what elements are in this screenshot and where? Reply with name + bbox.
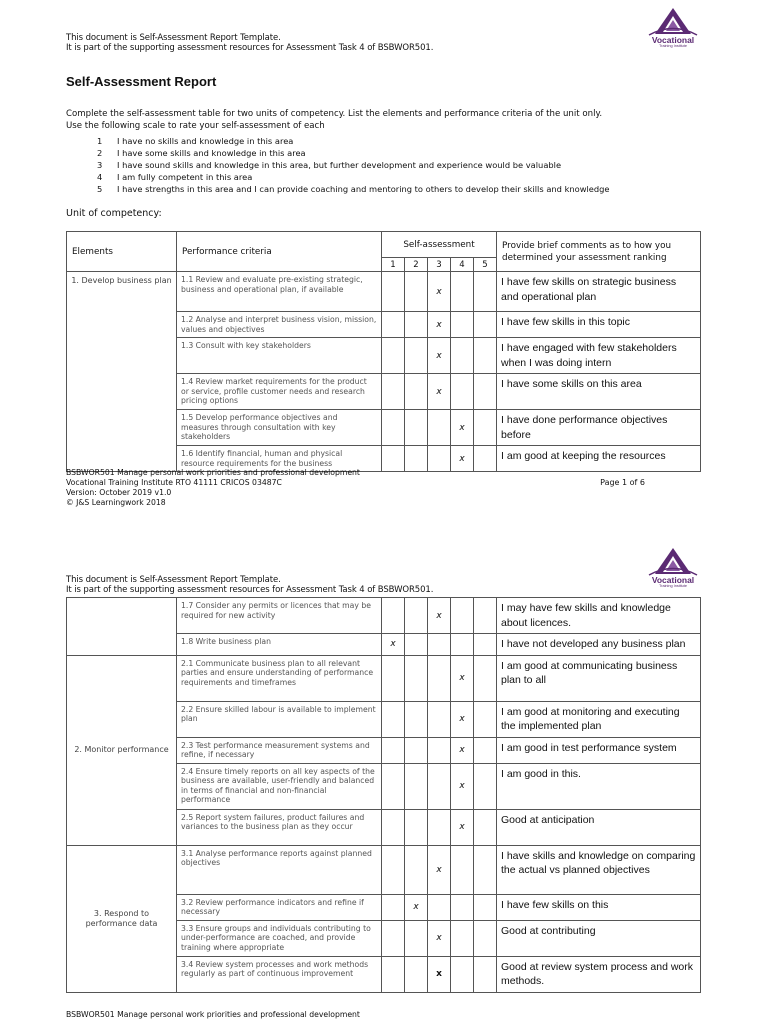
footer-line-3: Version: October 2019 v1.0 bbox=[66, 488, 172, 497]
criteria-cell: 2.1 Communicate business plan to all relevant parties and ensure understanding of performance requirements and timeframes bbox=[177, 655, 382, 701]
criteria-cell: 1.8 Write business plan bbox=[177, 634, 382, 656]
logo-subtitle: Training Institute bbox=[659, 584, 687, 588]
rating-mark: x bbox=[428, 312, 451, 338]
rating-cell-1 bbox=[382, 312, 405, 338]
comment-cell: I have not developed any business plan bbox=[497, 634, 701, 656]
rating-cell-5 bbox=[474, 655, 497, 701]
vocational-logo bbox=[643, 6, 703, 52]
level-3: 3 bbox=[428, 258, 451, 272]
rating-cell-2 bbox=[405, 655, 428, 701]
header-line-2: It is part of the supporting assessment resources for Assessment Task 4 of BSBWOR501. bbox=[66, 43, 434, 53]
rating-cell-1 bbox=[382, 956, 405, 992]
rating-mark: x bbox=[451, 701, 474, 737]
header-line-2: It is part of the supporting assessment resources for Assessment Task 4 of BSBWOR501. bbox=[66, 585, 434, 595]
rating-scale bbox=[97, 135, 610, 195]
rating-cell-1 bbox=[382, 338, 405, 374]
rating-cell-3 bbox=[428, 701, 451, 737]
rating-mark: x bbox=[428, 845, 451, 894]
self-assessment-table-page-1 bbox=[66, 231, 701, 472]
criteria-cell: 1.7 Consider any permits or licences that may be required for new activity bbox=[177, 598, 382, 634]
rating-mark: x bbox=[451, 410, 474, 446]
rating-cell-4 bbox=[451, 634, 474, 656]
criteria-cell: 1.2 Analyse and interpret business vision, mission, values and objectives bbox=[177, 312, 382, 338]
rating-mark: x bbox=[428, 338, 451, 374]
criteria-cell: 1.1 Review and evaluate pre-existing strategic, business and operational plan, if available bbox=[177, 272, 382, 312]
rating-cell-1 bbox=[382, 655, 405, 701]
rating-cell-2 bbox=[405, 272, 428, 312]
rating-cell-2 bbox=[405, 956, 428, 992]
comment-cell: I have some skills on this area bbox=[497, 374, 701, 410]
rating-cell-2 bbox=[405, 634, 428, 656]
scale-item: 5 I have strengths in this area and I can provide coaching and mentoring to others to develop their skills and knowledge bbox=[97, 184, 610, 194]
rating-cell-5 bbox=[474, 920, 497, 956]
rating-cell-2 bbox=[405, 737, 428, 763]
table-body bbox=[67, 598, 701, 993]
rating-cell-4 bbox=[451, 312, 474, 338]
criteria-cell: 1.3 Consult with key stakeholders bbox=[177, 338, 382, 374]
comment-cell: I am good at monitoring and executing the implemented plan bbox=[497, 701, 701, 737]
rating-cell-4 bbox=[451, 920, 474, 956]
rating-cell-4 bbox=[451, 845, 474, 894]
intro-line-1: Complete the self-assessment table for two units of competency. List the elements and performance criteria of the unit only. bbox=[66, 109, 603, 119]
rating-cell-4 bbox=[451, 374, 474, 410]
rating-mark: x bbox=[428, 598, 451, 634]
comment-cell: I have few skills on strategic business and operational plan bbox=[497, 272, 701, 312]
rating-cell-5 bbox=[474, 634, 497, 656]
criteria-cell: 2.5 Report system failures, product failures and variances to the business plan as they occur bbox=[177, 809, 382, 845]
doc-header bbox=[66, 33, 433, 53]
rating-cell-2 bbox=[405, 763, 428, 809]
scale-item: 3 I have sound skills and knowledge in this area, but further development and experience would be valuable bbox=[97, 160, 562, 170]
intro-line-2: Use the following scale to rate your self-assessment of each bbox=[66, 121, 325, 132]
rating-cell-3 bbox=[428, 634, 451, 656]
rating-cell-4 bbox=[451, 272, 474, 312]
level-2: 2 bbox=[405, 258, 428, 272]
comment-cell: Good at anticipation bbox=[497, 809, 701, 845]
rating-mark: x bbox=[428, 374, 451, 410]
table-body bbox=[67, 272, 701, 472]
header-elements: Elements bbox=[67, 232, 177, 272]
footer bbox=[66, 468, 360, 508]
rating-cell-5 bbox=[474, 737, 497, 763]
comment-cell: I have done performance objectives before bbox=[497, 410, 701, 446]
rating-cell-2 bbox=[405, 845, 428, 894]
rating-cell-4 bbox=[451, 894, 474, 920]
criteria-cell: 3.2 Review performance indicators and refine if necessary bbox=[177, 894, 382, 920]
rating-cell-5 bbox=[474, 701, 497, 737]
comment-cell: I may have few skills and knowledge about licences. bbox=[497, 598, 701, 634]
rating-cell-3 bbox=[428, 894, 451, 920]
rating-cell-5 bbox=[474, 410, 497, 446]
comment-cell: I am good in test performance system bbox=[497, 737, 701, 763]
rating-cell-1 bbox=[382, 920, 405, 956]
rating-mark: x bbox=[451, 809, 474, 845]
rating-cell-1 bbox=[382, 410, 405, 446]
footer-line-1: BSBWOR501 Manage personal work priorities and professional development bbox=[66, 1010, 360, 1019]
intro-text bbox=[66, 108, 602, 133]
table-row bbox=[67, 598, 701, 634]
rating-cell-5 bbox=[474, 763, 497, 809]
page-2 bbox=[0, 540, 768, 1024]
rating-cell-5 bbox=[474, 845, 497, 894]
rating-cell-5 bbox=[474, 272, 497, 312]
scale-item: 2 I have some skills and knowledge in this area bbox=[97, 148, 306, 158]
rating-cell-3 bbox=[428, 655, 451, 701]
scale-item: 4 I am fully competent in this area bbox=[97, 172, 253, 182]
logo-subtitle: Training Institute bbox=[659, 44, 687, 48]
rating-cell-2 bbox=[405, 312, 428, 338]
criteria-cell: 3.1 Analyse performance reports against planned objectives bbox=[177, 845, 382, 894]
rating-mark: x bbox=[405, 894, 428, 920]
header-line-1: This document is Self-Assessment Report Template. bbox=[66, 575, 281, 585]
rating-cell-2 bbox=[405, 338, 428, 374]
rating-cell-1 bbox=[382, 809, 405, 845]
rating-cell-5 bbox=[474, 374, 497, 410]
table-row bbox=[67, 845, 701, 894]
logo-triangle-icon bbox=[643, 6, 703, 36]
page-title: Self-Assessment Report bbox=[66, 74, 217, 89]
criteria-cell: 2.4 Ensure timely reports on all key aspects of the business are available, user-friendly and balanced in terms of financial and non-financial performance bbox=[177, 763, 382, 809]
rating-mark: x bbox=[451, 655, 474, 701]
table-row bbox=[67, 655, 701, 701]
rating-mark: x bbox=[451, 737, 474, 763]
footer-line-2: Vocational Training Institute RTO 41111 CRICOS 03487C bbox=[66, 478, 282, 487]
page-number: Page 1 of 6 bbox=[600, 478, 645, 487]
rating-cell-1 bbox=[382, 374, 405, 410]
rating-cell-5 bbox=[474, 956, 497, 992]
rating-cell-5 bbox=[474, 809, 497, 845]
footer bbox=[66, 1010, 360, 1020]
rating-mark: x bbox=[451, 446, 474, 472]
rating-cell-3 bbox=[428, 410, 451, 446]
rating-mark: x bbox=[382, 634, 405, 656]
rating-mark: x bbox=[428, 272, 451, 312]
vocational-logo bbox=[643, 546, 703, 592]
criteria-cell: 1.5 Develop performance objectives and measures through consultation with key stakeholders bbox=[177, 410, 382, 446]
rating-cell-4 bbox=[451, 598, 474, 634]
element-cell: 1. Develop business plan bbox=[67, 272, 177, 472]
unit-of-competency-label: Unit of competency: bbox=[66, 208, 162, 219]
rating-cell-3 bbox=[428, 809, 451, 845]
rating-cell-5 bbox=[474, 894, 497, 920]
rating-cell-5 bbox=[474, 598, 497, 634]
criteria-cell: 3.3 Ensure groups and individuals contributing to under-performance are coached, and provide training where appropriate bbox=[177, 920, 382, 956]
rating-cell-1 bbox=[382, 272, 405, 312]
scale-item: 1 I have no skills and knowledge in this area bbox=[97, 136, 294, 146]
comment-cell: I am good at keeping the resources bbox=[497, 446, 701, 472]
rating-cell-1 bbox=[382, 701, 405, 737]
header-self-assessment: Self-assessment bbox=[382, 232, 497, 258]
rating-cell-2 bbox=[405, 598, 428, 634]
rating-cell-2 bbox=[405, 701, 428, 737]
criteria-cell: 1.4 Review market requirements for the product or service, profile customer needs and research pricing options bbox=[177, 374, 382, 410]
element-cell: 2. Monitor performance bbox=[67, 655, 177, 845]
criteria-cell: 1.6 Identify financial, human and physical resource requirements for the business bbox=[177, 446, 382, 472]
comment-cell: I am good in this. bbox=[497, 763, 701, 809]
rating-cell-2 bbox=[405, 374, 428, 410]
footer-line-4: © J&S Learningwork 2018 bbox=[66, 498, 166, 507]
rating-mark: x bbox=[428, 920, 451, 956]
rating-cell-1 bbox=[382, 763, 405, 809]
rating-cell-3 bbox=[428, 737, 451, 763]
header-criteria: Performance criteria bbox=[177, 232, 382, 272]
rating-mark: x bbox=[451, 763, 474, 809]
table-row bbox=[67, 272, 701, 312]
logo-name: Vocational bbox=[651, 575, 695, 585]
rating-cell-1 bbox=[382, 598, 405, 634]
comment-cell: I have few skills in this topic bbox=[497, 312, 701, 338]
rating-cell-5 bbox=[474, 312, 497, 338]
footer-line-1: BSBWOR501 Manage personal work priorities and professional development bbox=[66, 468, 360, 477]
level-4: 4 bbox=[451, 258, 474, 272]
comment-cell: Good at contributing bbox=[497, 920, 701, 956]
comment-cell: I have skills and knowledge on comparing the actual vs planned objectives bbox=[497, 845, 701, 894]
rating-mark: x bbox=[428, 956, 451, 992]
rating-cell-4 bbox=[451, 338, 474, 374]
comment-cell: I have engaged with few stakeholders when I was doing intern bbox=[497, 338, 701, 374]
rating-cell-3 bbox=[428, 446, 451, 472]
element-cell bbox=[67, 598, 177, 656]
rating-cell-2 bbox=[405, 920, 428, 956]
element-cell: 3. Respond to performance data bbox=[67, 845, 177, 992]
rating-cell-2 bbox=[405, 446, 428, 472]
doc-header bbox=[66, 575, 433, 595]
comment-cell: I am good at communicating business plan to all bbox=[497, 655, 701, 701]
criteria-cell: 3.4 Review system processes and work methods regularly as part of continuous improvement bbox=[177, 956, 382, 992]
level-5: 5 bbox=[474, 258, 497, 272]
rating-cell-5 bbox=[474, 446, 497, 472]
rating-cell-2 bbox=[405, 809, 428, 845]
rating-cell-1 bbox=[382, 737, 405, 763]
header-comments: Provide brief comments as to how you determined your assessment ranking bbox=[497, 232, 701, 272]
rating-cell-2 bbox=[405, 410, 428, 446]
logo-triangle-icon bbox=[643, 546, 703, 576]
rating-cell-3 bbox=[428, 763, 451, 809]
criteria-cell: 2.2 Ensure skilled labour is available to implement plan bbox=[177, 701, 382, 737]
comment-cell: I have few skills on this bbox=[497, 894, 701, 920]
comment-cell: Good at review system process and work methods. bbox=[497, 956, 701, 992]
level-1: 1 bbox=[382, 258, 405, 272]
header-line-1: This document is Self-Assessment Report Template. bbox=[66, 33, 281, 43]
rating-cell-1 bbox=[382, 845, 405, 894]
rating-cell-1 bbox=[382, 894, 405, 920]
self-assessment-table-page-2 bbox=[66, 597, 701, 993]
criteria-cell: 2.3 Test performance measurement systems and refine, if necessary bbox=[177, 737, 382, 763]
rating-cell-4 bbox=[451, 956, 474, 992]
rating-cell-1 bbox=[382, 446, 405, 472]
rating-cell-5 bbox=[474, 338, 497, 374]
logo-name: Vocational bbox=[651, 35, 695, 45]
